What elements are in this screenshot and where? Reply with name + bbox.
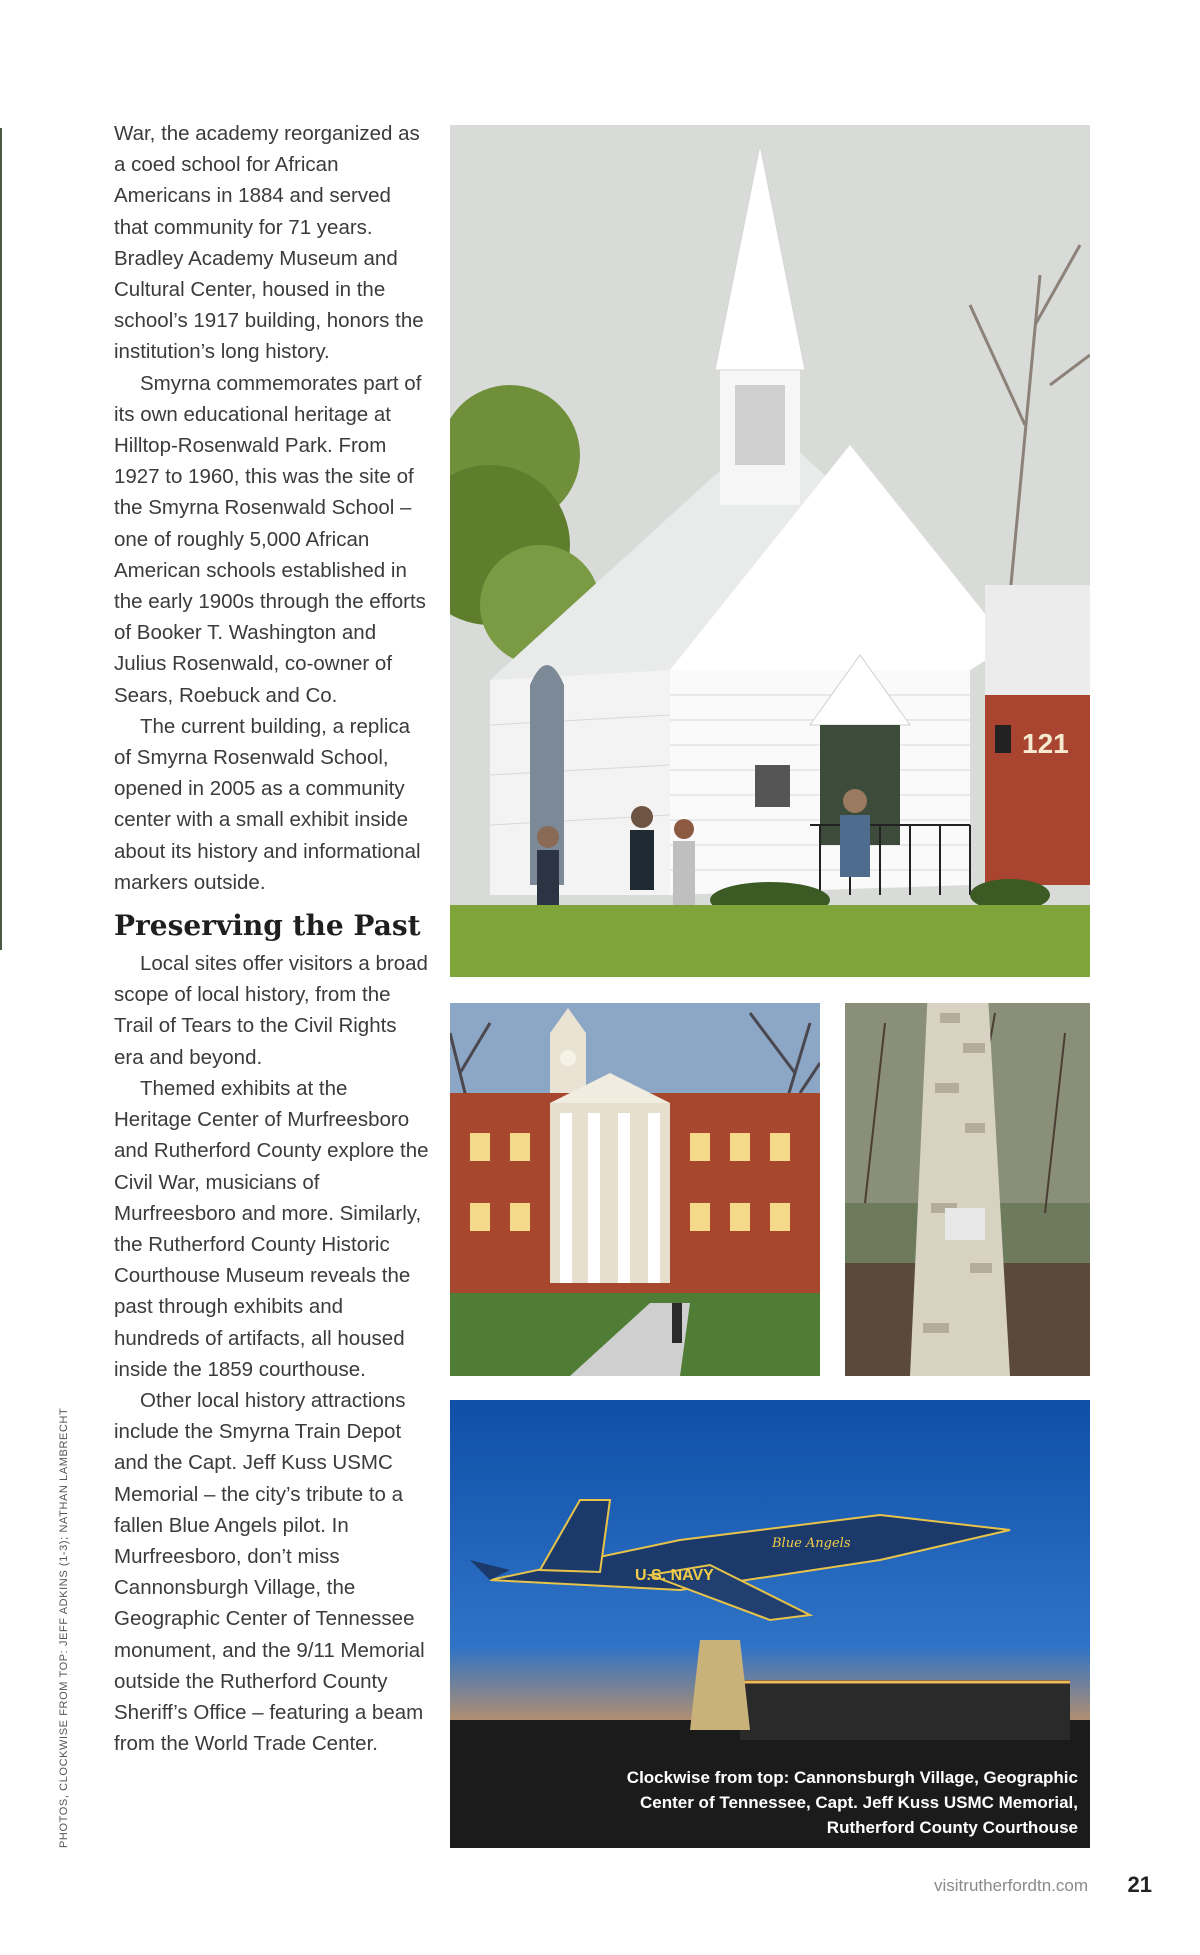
- article-column: [114, 118, 430, 1759]
- page-edge-rule: [0, 128, 2, 950]
- jet-script-label: Blue Angels: [772, 1536, 851, 1551]
- jet-memorial-photo: [450, 1400, 1090, 1848]
- page-number: 21: [1127, 1872, 1152, 1897]
- paragraph: Local sites offer visitors a broad scope of local history, from the Trail of Tears to the Civil Rights era and beyond.: [114, 952, 428, 1069]
- section-heading: Preserving the Past: [114, 909, 421, 943]
- photo-caption: Clockwise from top: Cannonsburgh Village, Geographic Center of Tennessee, Capt. Jeff Kuss USMC Memorial, Rutherford County Courthouse: [626, 1768, 1078, 1837]
- footer-url: visitrutherfordtn.com: [934, 1876, 1088, 1895]
- jet-navy-label: U.S. NAVY: [635, 1567, 714, 1584]
- paragraph: Smyrna commemorates part of its own educational heritage at Hilltop-Rosenwald Park. From 1927 to 1960, this was the site of the Smyrna Rosenwald School – one of roughly 5,000 African American schools established in the early 1900s through the efforts of Booker T. Washington and Julius Rosenwald, co-owner of Sears, Roebuck and Co.: [114, 371, 426, 707]
- paragraph: War, the academy reorganized as a coed school for African Americans in 1884 and served that community for 71 years. Bradley Academy Museum and Cultural Center, housed in the school’s 1917 building, honors the institution’s long history.: [114, 122, 424, 364]
- paragraph: Other local history attractions include the Smyrna Train Depot and the Capt. Jeff Kuss USMC Memorial – the city’s tribute to a fallen Blue Angels pilot. In Murfreesboro, don’t miss Cannonsburgh Village, the Geographic Center of Tennessee monument, and the 9/11 Memorial outside the Rutherford County Sheriff’s Office – featuring a beam from the World Trade Center.: [114, 1388, 425, 1756]
- paragraph: Themed exhibits at the Heritage Center of Murfreesboro and Rutherford County explore the Civil War, musicians of Murfreesboro and more. Similarly, the Rutherford County Historic Courthouse Museum reveals the past through exhibits and hundreds of artifacts, all housed inside the 1859 courthouse.: [114, 1076, 429, 1381]
- church-photo: [450, 125, 1090, 977]
- caboose-number: 121: [1022, 728, 1069, 759]
- paragraph: The current building, a replica of Smyrna Rosenwald School, opened in 2005 as a community center with a small exhibit inside about its history and informational markers outside.: [114, 714, 421, 894]
- courthouse-photo: [450, 1003, 820, 1376]
- photo-credit: PHOTOS, CLOCKWISE FROM TOP: JEFF ADKINS (1-3); NATHAN LAMBRECHT: [58, 1407, 70, 1848]
- monument-photo: [845, 1003, 1090, 1376]
